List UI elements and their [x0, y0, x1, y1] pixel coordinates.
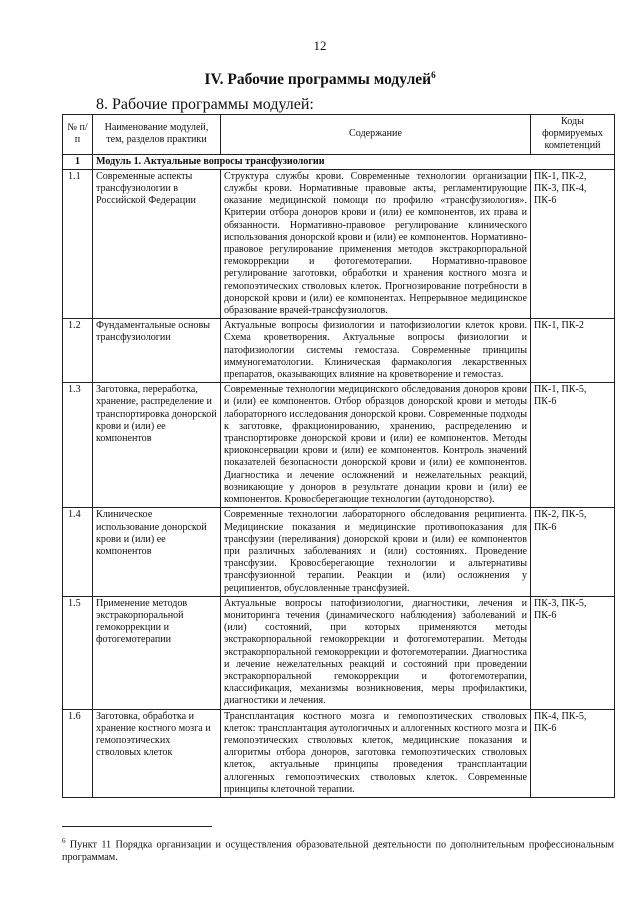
header-content: Содержание [221, 115, 531, 155]
row-name: Применение методов экстракорпоральной гемокоррекции и фотогемотерапии [93, 596, 221, 709]
module-row [63, 154, 615, 169]
header-codes: Коды формируемых компетенций [531, 115, 615, 155]
row-content: Актуальные вопросы патофизиологии, диагностики, лечения и мониторинга течения (динамического наблюдения) заболеваний и (или) состояний, при которых применяются методы экстракорпоральной гемокоррекции и фотогемотерапии. Методы экстракорпоральной гемокоррекции и фотогемотерапии. Диагностика и лечение нежелательных реакций и состояний при проведении экстракорпоральной гемокоррекции и фотогемотерапии, классификация, механизмы возникновения, меры профилактики, диагностики и лечения. [221, 596, 531, 709]
row-content: Актуальные вопросы физиологии и патофизиологии клеток крови. Схема кроветворения. Актуальные вопросы физиологии и патофизиологии системы гемостаза. Современные принципы иммуногематологии. Клиническая фармакология лекарственных препаратов, оказывающих влияние на кроветворение и гемостаз. [221, 319, 531, 383]
table-row [63, 383, 615, 508]
row-num: 1.1 [63, 169, 93, 318]
modules-table [62, 114, 615, 798]
section-subtitle: 8. Рабочие программы модулей: [96, 96, 314, 113]
row-codes: ПК-3, ПК-5, ПК-6 [531, 596, 615, 709]
footnote-text: Пункт 11 Порядка организации и осуществления образовательной деятельности по дополнительным профессиональным программам. [62, 839, 614, 864]
table-header-row [63, 115, 615, 155]
row-num: 1.4 [63, 508, 93, 596]
row-name: Фундаментальные основы трансфузиологии [93, 319, 221, 383]
table-row [63, 319, 615, 383]
row-name: Заготовка, переработка, хранение, распределение и транспортировка донорской крови и (или) ее компонентов [93, 383, 221, 508]
table-row [63, 709, 615, 797]
row-codes: ПК-4, ПК-5, ПК-6 [531, 709, 615, 797]
row-content: Современные технологии медицинского обследования доноров крови и (или) ее компонентов. Отбор образцов донорской крови и методы лабораторного исследования донорской крови. Современные подходы к заготовке, фракционированию, хранению, распределению и транспортировке донорской крови и (или) ее компонентов. Методы криоконсервации крови и (или) ее компонентов. Контроль значений показателей безопасности донорской крови и (или) ее компонентов. Диагностика и лечение осложнений и нежелательных реакций, возникающие у доноров в результате донации крови и (или) ее компонентов. Кровосберегающие технологии (аутодонорство). [221, 383, 531, 508]
row-content: Современные технологии лабораторного обследования реципиента. Медицинские показания и медицинские противопоказания для трансфузии (переливания) донорской крови и (или) ее компонентов при различных заболеваниях и (или) состояниях. Проведение трансфузии. Кровосберегающие технологии и альтернативы трансфузионной терапии. Реакции и (или) осложнения у реципиентов, обусловленные трансфузией. [221, 508, 531, 596]
row-num: 1.2 [63, 319, 93, 383]
module-title: Модуль 1. Актуальные вопросы трансфузиологии [93, 154, 615, 169]
table-row [63, 596, 615, 709]
header-name: Наименование модулей, тем, разделов практики [93, 115, 221, 155]
row-num: 1.6 [63, 709, 93, 797]
footnote-mark: 6 [62, 837, 66, 845]
row-codes: ПК-1, ПК-2, ПК-3, ПК-4, ПК-6 [531, 169, 615, 318]
row-codes: ПК-1, ПК-2 [531, 319, 615, 383]
table-row [63, 508, 615, 596]
row-codes: ПК-1, ПК-5, ПК-6 [531, 383, 615, 508]
row-name: Заготовка, обработка и хранение костного мозга и гемопоэтических стволовых клеток [93, 709, 221, 797]
header-num: № п/п [63, 115, 93, 155]
row-codes: ПК-2, ПК-5, ПК-6 [531, 508, 615, 596]
module-num: 1 [63, 154, 93, 169]
table-row [63, 169, 615, 318]
page-number: 12 [313, 38, 327, 53]
page-title [0, 70, 640, 89]
row-content: Структура службы крови. Современные технологии организации службы крови. Нормативные правовые акты, регламентирующие оказание медицинской помощи по профилю «трансфузиология». Критерии отбора доноров крови и (или) ее компонентов, их права и обязанности. Нормативно-правовое регулирование клинического использования донорской крови и (или) ее компонентов. Нормативно-правовое регулирование применения методов экстракорпоральной гемокоррекции и фотогемотерапии. Нормативно-правовое регулирование заготовки, обработки и хранения костного мозга и гемопоэтических стволовых клеток. Прогнозирование потребности в донорской крови и (или) ее компонентах. Непрерывное медицинское образование врачей-трансфузиологов. [221, 169, 531, 318]
footnote-divider [62, 826, 212, 827]
title-footnote-mark: 6 [431, 70, 436, 80]
row-name: Современные аспекты трансфузиологии в Российской Федерации [93, 169, 221, 318]
row-name: Клиническое использование донорской крови и (или) ее компонентов [93, 508, 221, 596]
row-content: Трансплантация костного мозга и гемопоэтических стволовых клеток: трансплантация аутологичных и аллогенных костного мозга и гемопоэтических стволовых клеток, медицинские показания и алгоритмы отбора доноров, заготовка гемопоэтических стволовых клеток, актуальные принципы проведения трансплантации аллогенных гемопоэтических стволовых клеток. Современные принципы клеточной терапии. [221, 709, 531, 797]
footnote [62, 835, 614, 864]
row-num: 1.5 [63, 596, 93, 709]
row-num: 1.3 [63, 383, 93, 508]
title-text: IV. Рабочие программы модулей [204, 71, 432, 89]
